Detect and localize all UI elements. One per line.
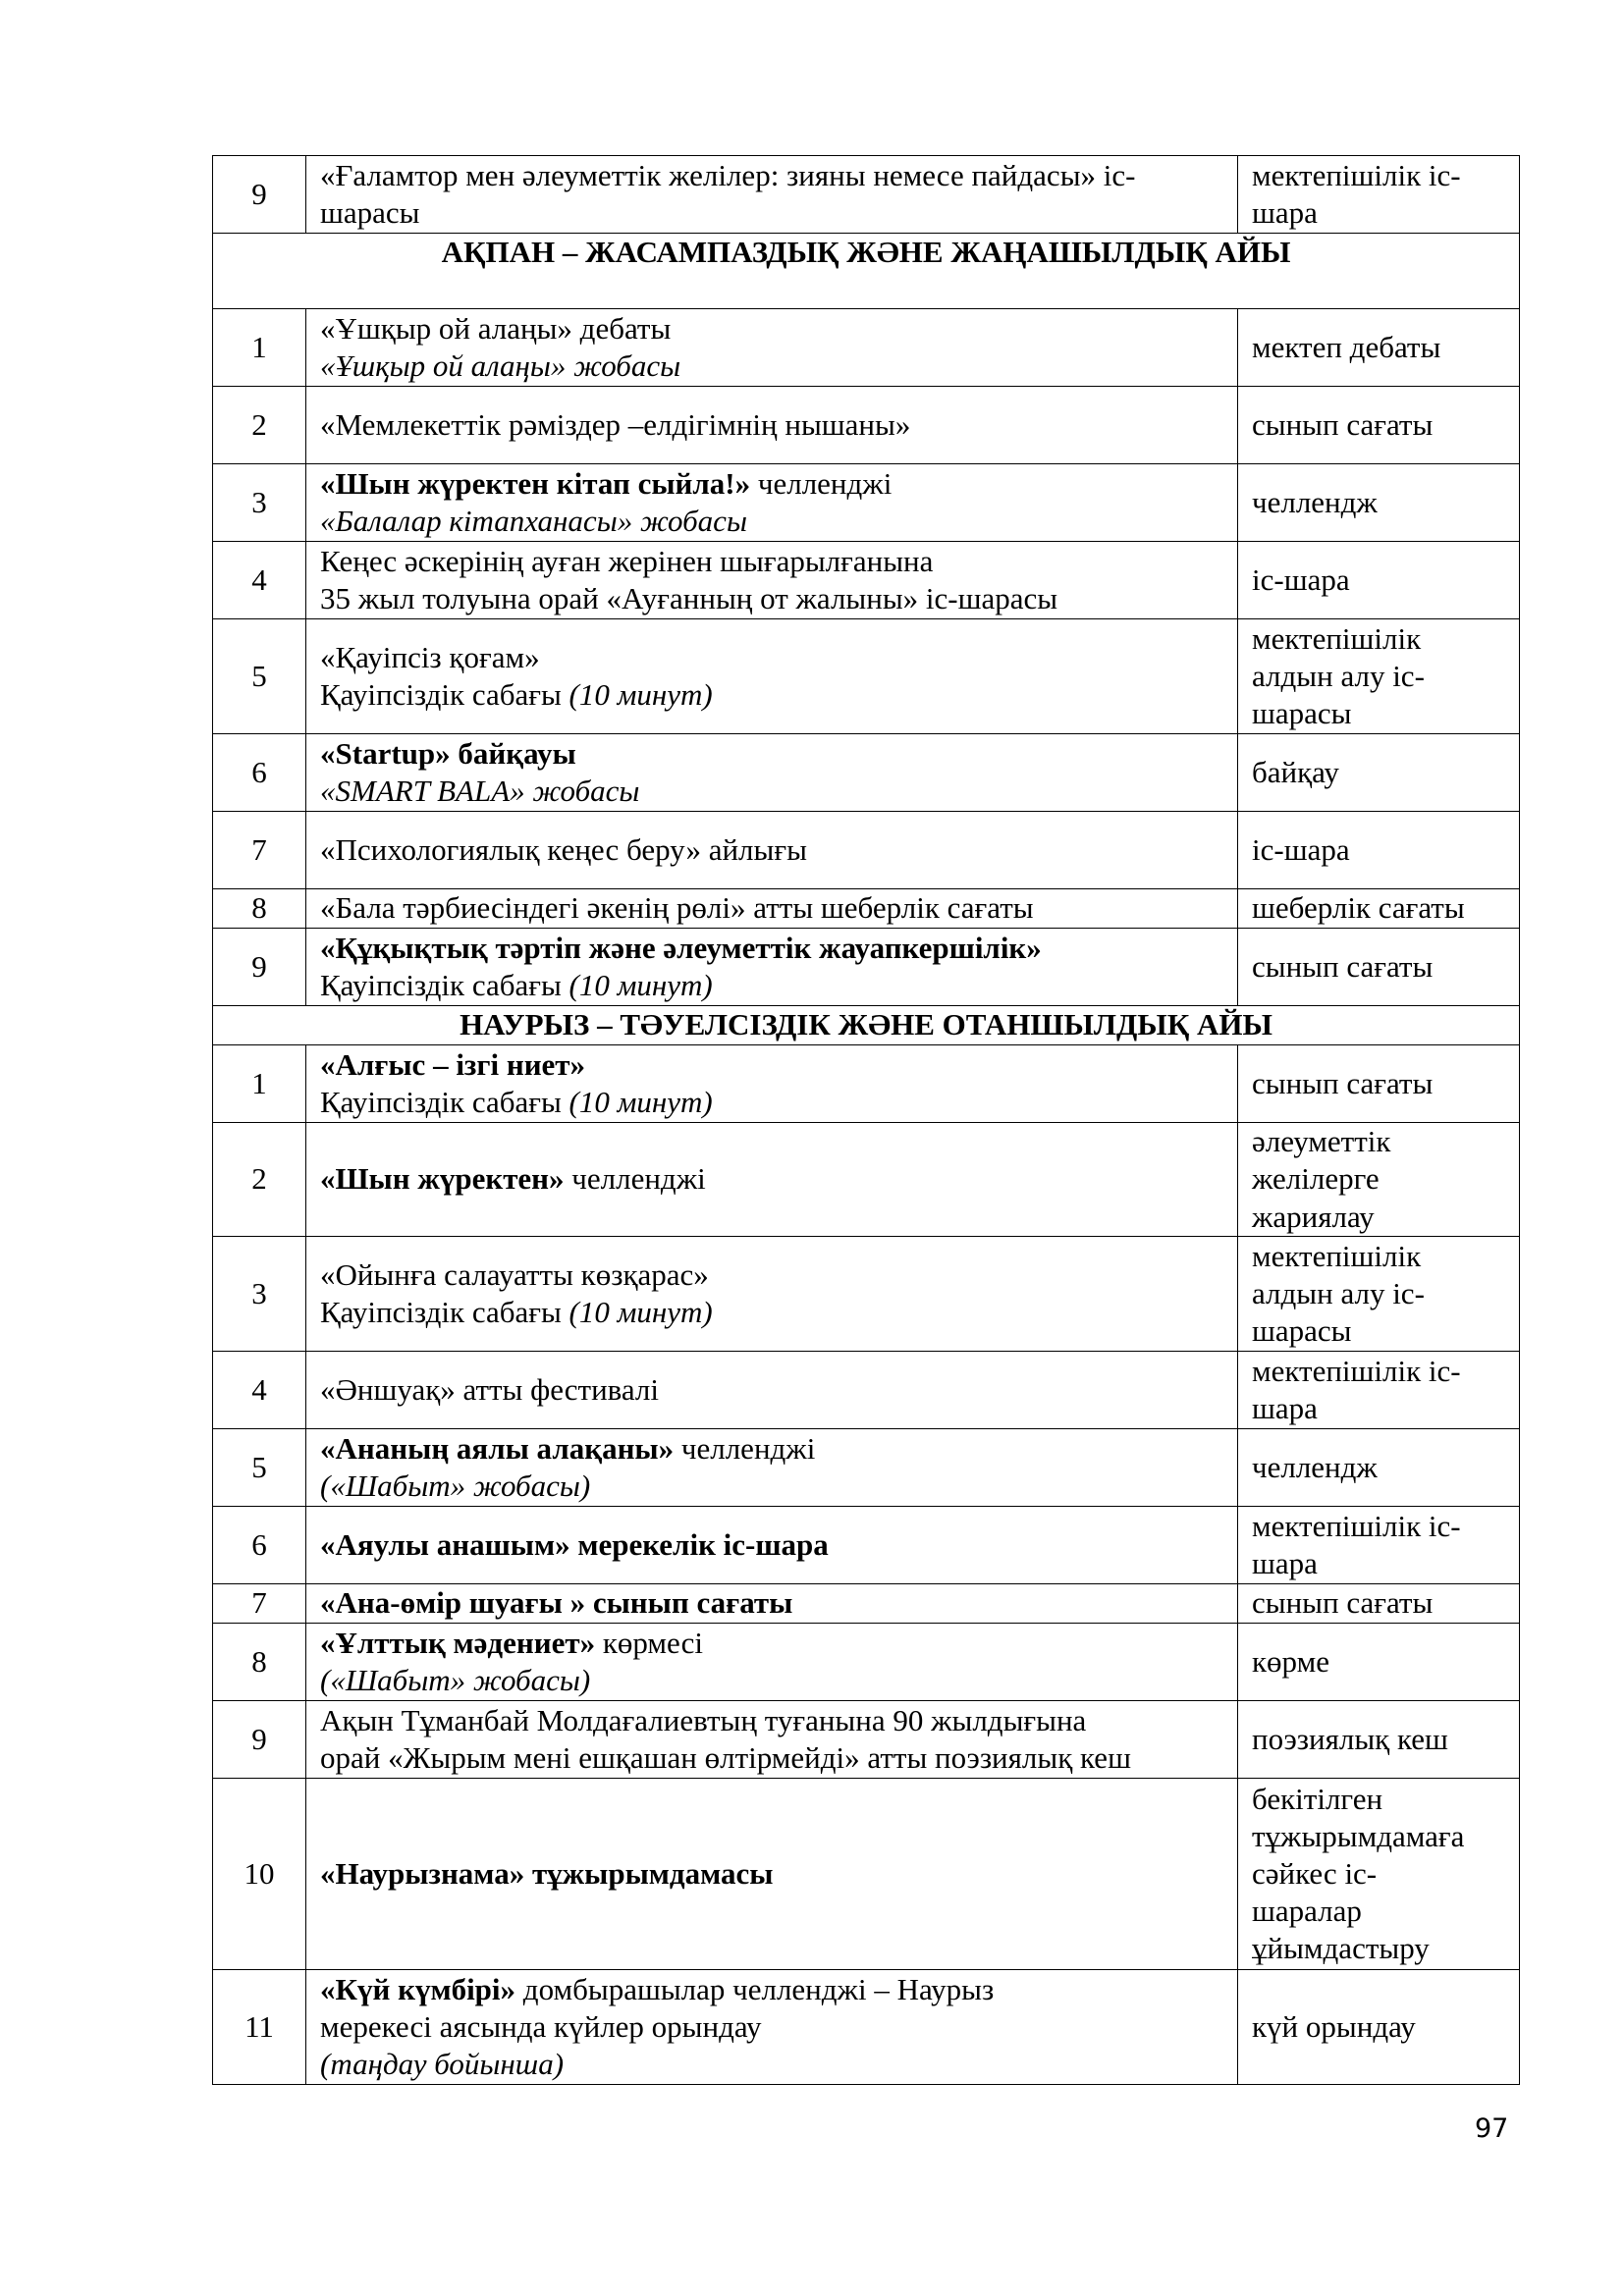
event-plan-table	[212, 155, 1520, 2085]
description-line	[320, 735, 1223, 773]
description-line	[320, 2046, 1223, 2083]
description-text: орай «Жырым мені ешқашан өлтірмейді» атты поэзиялық кеш	[320, 1740, 1131, 1775]
event-format: мектепішілік іс- шара	[1238, 156, 1520, 234]
event-format: сынып сағаты	[1238, 929, 1520, 1006]
event-description	[306, 1584, 1238, 1624]
description-line	[320, 1294, 1223, 1331]
row-number: 6	[213, 1507, 306, 1584]
description-text: Кеңес әскерінің ауған жерінен шығарылғанына	[320, 543, 934, 578]
description-line	[320, 465, 1223, 503]
description-line	[320, 889, 1223, 927]
table-row	[213, 1507, 1520, 1584]
description-text: «Ұшқыр ой алаңы» дебаты	[320, 310, 672, 346]
row-number: 8	[213, 889, 306, 929]
event-description	[306, 1779, 1238, 1970]
description-text: Қауіпсіздік сабағы	[320, 968, 569, 1002]
description-text: челленджі	[750, 465, 893, 501]
event-description	[306, 387, 1238, 464]
description-line	[320, 639, 1223, 676]
table-row	[213, 1045, 1520, 1123]
description-text: «Әншуақ» атты фестивалі	[320, 1371, 659, 1407]
row-number: 7	[213, 812, 306, 889]
event-format: әлеуметтік желілерге жариялау	[1238, 1123, 1520, 1237]
table-row	[213, 464, 1520, 542]
description-text: «Ғаламтор мен әлеуметтік желілер: зияны немесе пайдасы» іс-	[320, 157, 1136, 192]
event-description	[306, 1045, 1238, 1123]
description-line	[320, 1662, 1223, 1699]
description-text: «Мемлекеттік рәміздер –елдігімнің нышаны»	[320, 406, 911, 442]
event-description	[306, 1507, 1238, 1584]
row-number: 11	[213, 1970, 306, 2085]
month-section-title: АҚПАН – ЖАСАМПАЗДЫҚ ЖӘНЕ ЖАҢАШЫЛДЫҚ АЙЫ	[213, 234, 1520, 309]
description-text: «Наурызнама» тұжырымдамасы	[320, 1855, 774, 1891]
table-row	[213, 1779, 1520, 1970]
event-description	[306, 309, 1238, 387]
description-line	[320, 1084, 1223, 1121]
description-line	[320, 1584, 1223, 1622]
description-text: «Ана-өмір шуағы » сынып сағаты	[320, 1585, 793, 1621]
description-line	[320, 831, 1223, 869]
row-number: 4	[213, 1352, 306, 1429]
description-line	[320, 406, 1223, 444]
description-text: (таңдау бойынша)	[320, 2047, 565, 2082]
event-format: шеберлік сағаты	[1238, 889, 1520, 929]
table-row	[213, 1701, 1520, 1779]
description-text: «Психологиялық кеңес беру» айлығы	[320, 831, 807, 867]
description-text: Ақын Тұманбай Молдағалиевтың туғанына 90 жылдығына	[320, 1702, 1087, 1737]
description-text: 35 жыл толуына орай «Ауғанның от жалыны» іс-шарасы	[320, 581, 1058, 615]
event-format: сынып сағаты	[1238, 1584, 1520, 1624]
row-number: 3	[213, 464, 306, 542]
description-line	[320, 1526, 1223, 1564]
description-line	[320, 930, 1223, 967]
description-text: «Бала тәрбиесіндегі әкенің рөлі» атты шеберлік сағаты	[320, 890, 1034, 926]
event-format: байқау	[1238, 734, 1520, 812]
description-text: Қауіпсіздік сабағы	[320, 1085, 569, 1119]
table-row	[213, 1970, 1520, 2085]
event-format: мектеп дебаты	[1238, 309, 1520, 387]
description-text: көрмесі	[595, 1625, 703, 1660]
table-row	[213, 734, 1520, 812]
description-line	[320, 580, 1223, 617]
event-description	[306, 464, 1238, 542]
description-text: «Startup» байқауы	[320, 735, 576, 771]
description-line	[320, 1739, 1223, 1777]
event-description	[306, 542, 1238, 619]
event-description	[306, 889, 1238, 929]
event-description	[306, 929, 1238, 1006]
event-description	[306, 1352, 1238, 1429]
description-text: (10 минут)	[568, 968, 713, 1002]
description-text: «Ұшқыр ой алаңы» жобасы	[320, 348, 681, 383]
description-line	[320, 347, 1223, 385]
table-row	[213, 929, 1520, 1006]
description-text: «Ойынға салауатты көзқарас»	[320, 1256, 709, 1292]
row-number: 8	[213, 1624, 306, 1701]
event-format: мектепішілік алдын алу іс- шарасы	[1238, 619, 1520, 734]
description-line	[320, 2008, 1223, 2046]
description-text: «Ананың аялы алақаны»	[320, 1430, 675, 1466]
table-row	[213, 309, 1520, 387]
description-line	[320, 194, 1223, 232]
description-line	[320, 1160, 1223, 1198]
row-number: 9	[213, 1701, 306, 1779]
event-description	[306, 1701, 1238, 1779]
event-description	[306, 734, 1238, 812]
table-row	[213, 156, 1520, 234]
description-text: «SMART BALA» жобасы	[320, 774, 640, 808]
description-text: «Шын жүректен»	[320, 1161, 565, 1197]
description-line	[320, 543, 1223, 580]
month-section-row	[213, 1006, 1520, 1045]
row-number: 1	[213, 1045, 306, 1123]
event-format: поэзиялық кеш	[1238, 1701, 1520, 1779]
row-number: 5	[213, 1429, 306, 1507]
description-text: (10 минут)	[568, 1085, 713, 1119]
event-format: іс-шара	[1238, 812, 1520, 889]
table-row	[213, 1429, 1520, 1507]
description-line	[320, 1971, 1223, 2008]
row-number: 9	[213, 929, 306, 1006]
row-number: 4	[213, 542, 306, 619]
description-text: «Құқықтық тәртіп және әлеуметтік жауапкершілік»	[320, 930, 1042, 965]
event-format: күй орындау	[1238, 1970, 1520, 2085]
description-line	[320, 1702, 1223, 1739]
description-line	[320, 1046, 1223, 1084]
description-line	[320, 1430, 1223, 1468]
description-text: «Балалар кітапханасы» жобасы	[320, 504, 747, 538]
description-text: Қауіпсіздік сабағы	[320, 677, 569, 712]
description-text: (10 минут)	[568, 1295, 713, 1329]
table-row	[213, 1123, 1520, 1237]
row-number: 5	[213, 619, 306, 734]
table-row	[213, 387, 1520, 464]
row-number: 2	[213, 1123, 306, 1237]
description-line	[320, 1371, 1223, 1409]
event-format: мектепішілік іс- шара	[1238, 1507, 1520, 1584]
event-format: челлендж	[1238, 464, 1520, 542]
table-row	[213, 889, 1520, 929]
description-text: мерекесі аясында күйлер орындау	[320, 2008, 762, 2044]
row-number: 9	[213, 156, 306, 234]
month-section-title: НАУРЫЗ – ТӘУЕЛСІЗДІК ЖӘНЕ ОТАНШЫЛДЫҚ АЙЫ	[213, 1006, 1520, 1045]
description-line	[320, 676, 1223, 714]
event-format: мектепішілік алдын алу іс- шарасы	[1238, 1237, 1520, 1352]
event-description	[306, 1237, 1238, 1352]
description-text: «Күй күмбірі»	[320, 1971, 516, 2006]
description-line	[320, 1855, 1223, 1893]
description-text: «Шын жүректен кітап сыйла!»	[320, 465, 751, 501]
table-row	[213, 1584, 1520, 1624]
description-text: «Қауіпсіз қоғам»	[320, 639, 540, 674]
row-number: 1	[213, 309, 306, 387]
event-format: бекітілген тұжырымдамаға сәйкес іс- шаралар ұйымдастыру	[1238, 1779, 1520, 1970]
description-text: («Шабыт» жобасы)	[320, 1468, 591, 1503]
description-text: «Аяулы анашым» мерекелік іс-шара	[320, 1526, 829, 1562]
description-line	[320, 503, 1223, 540]
table-row	[213, 812, 1520, 889]
event-format: сынып сағаты	[1238, 387, 1520, 464]
table-row	[213, 1624, 1520, 1701]
table-row	[213, 1237, 1520, 1352]
description-line	[320, 1468, 1223, 1505]
description-text: шарасы	[320, 195, 420, 230]
event-description	[306, 812, 1238, 889]
description-text: (10 минут)	[568, 677, 713, 712]
event-format: көрме	[1238, 1624, 1520, 1701]
month-section-row	[213, 234, 1520, 309]
description-line	[320, 310, 1223, 347]
event-description	[306, 1624, 1238, 1701]
event-description	[306, 156, 1238, 234]
event-description	[306, 1970, 1238, 2085]
table-row	[213, 542, 1520, 619]
table-row	[213, 1352, 1520, 1429]
description-text: Қауіпсіздік сабағы	[320, 1295, 569, 1329]
row-number: 2	[213, 387, 306, 464]
description-line	[320, 1256, 1223, 1294]
row-number: 6	[213, 734, 306, 812]
event-description	[306, 1429, 1238, 1507]
event-description	[306, 1123, 1238, 1237]
description-line	[320, 1625, 1223, 1662]
table-row	[213, 619, 1520, 734]
event-format: сынып сағаты	[1238, 1045, 1520, 1123]
description-line	[320, 773, 1223, 810]
row-number: 10	[213, 1779, 306, 1970]
description-line	[320, 157, 1223, 194]
row-number: 7	[213, 1584, 306, 1624]
event-format: іс-шара	[1238, 542, 1520, 619]
row-number: 3	[213, 1237, 306, 1352]
page-number: 97	[1475, 2113, 1509, 2144]
description-text: челленджі	[564, 1161, 706, 1197]
event-format: челлендж	[1238, 1429, 1520, 1507]
description-text: («Шабыт» жобасы)	[320, 1663, 591, 1697]
description-line	[320, 967, 1223, 1004]
description-text: «Алғыс – ізгі ниет»	[320, 1046, 586, 1082]
description-text: челленджі	[674, 1430, 816, 1466]
event-format: мектепішілік іс- шара	[1238, 1352, 1520, 1429]
description-text: домбырашылар челленджі – Наурыз	[515, 1971, 995, 2006]
description-text: «Ұлттық мәдениет»	[320, 1625, 596, 1660]
event-description	[306, 619, 1238, 734]
event-plan-body	[213, 156, 1520, 2085]
